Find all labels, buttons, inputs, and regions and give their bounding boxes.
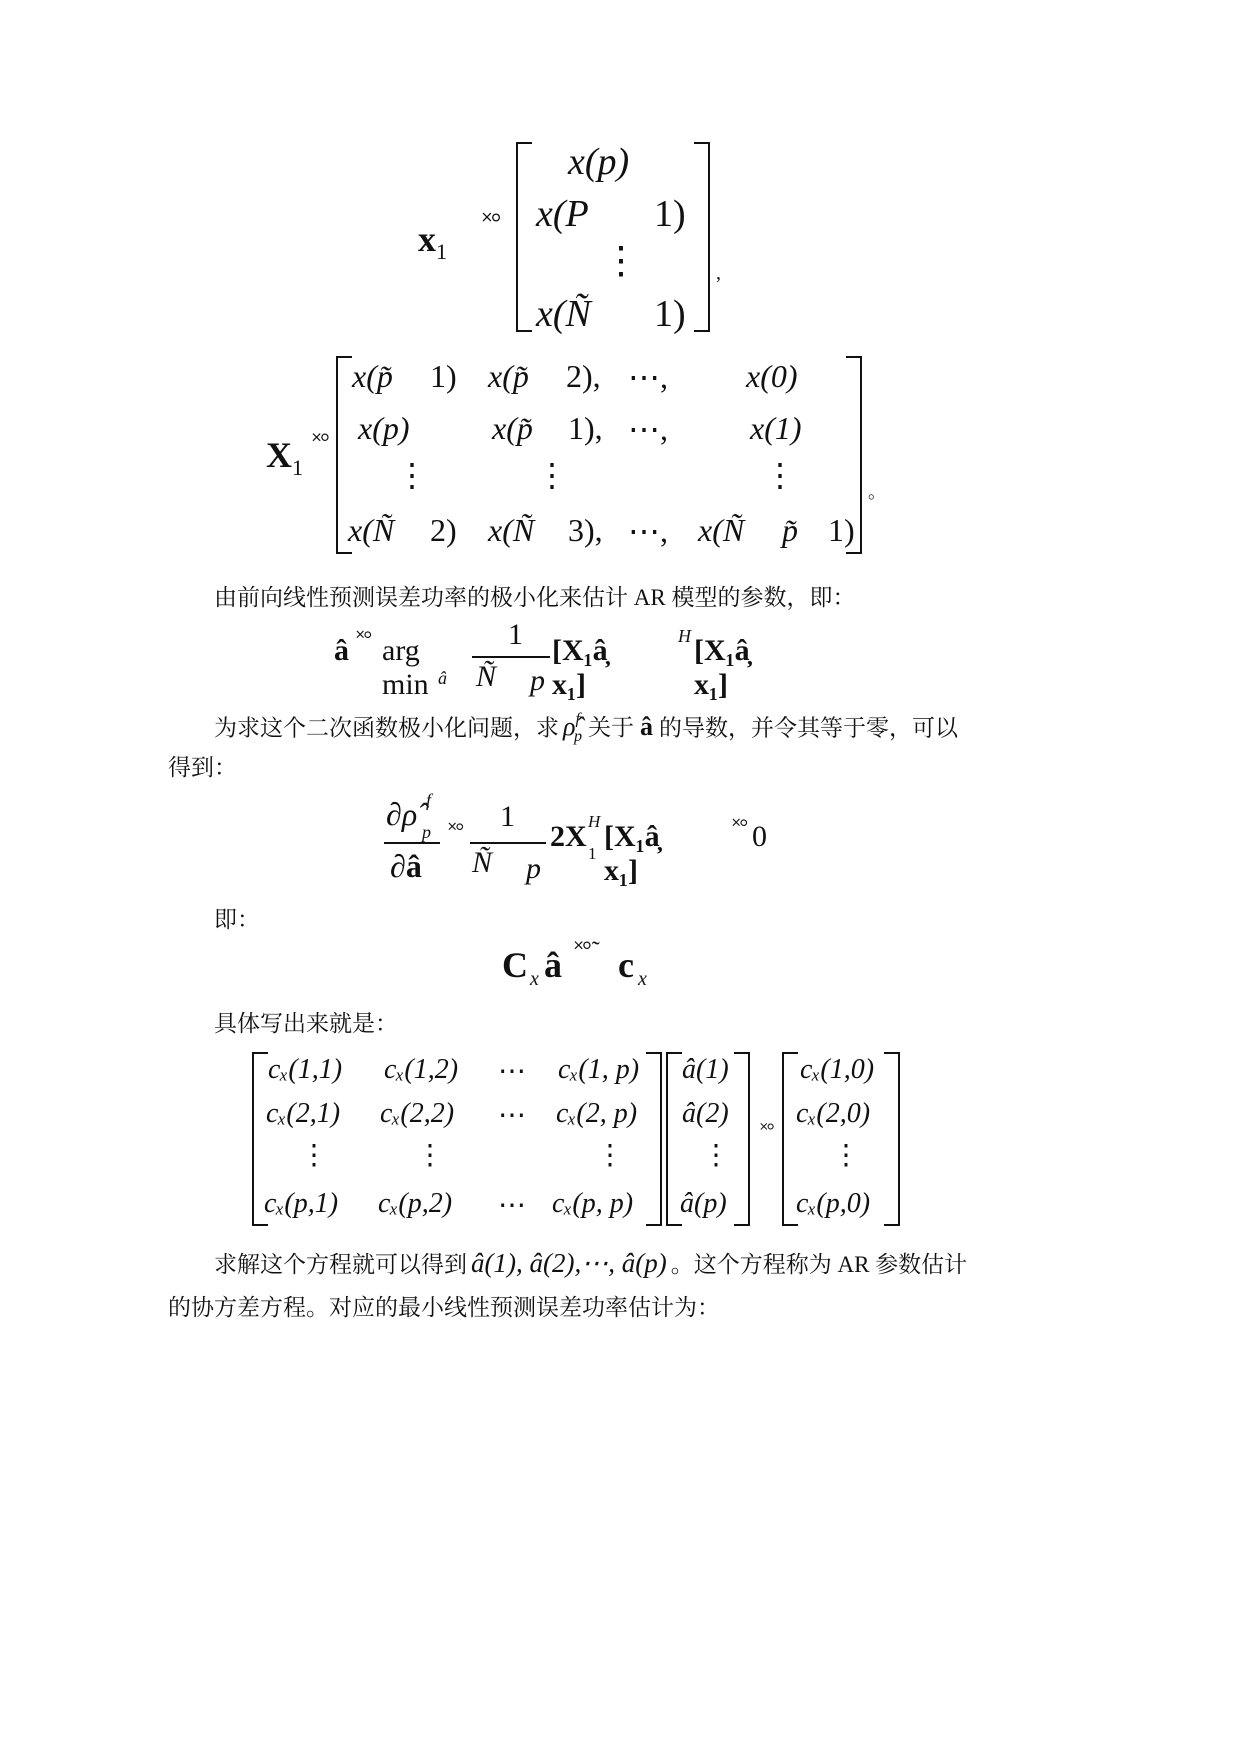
eq-big-a-r2: â(2)	[682, 1098, 729, 1129]
eq-x1-row1: x(p)	[568, 141, 630, 183]
eq-argmin-relation: ˟°	[356, 626, 372, 651]
eq-short-rhs: c	[618, 945, 634, 985]
eq-deriv-den-right-n: Ñ	[472, 846, 493, 879]
eq-argmin-lhs: â	[334, 634, 349, 667]
paragraph-5-expression: â(1), â(2),⋯, â(p)	[471, 1248, 667, 1278]
eq-deriv-body: 2X	[550, 820, 587, 853]
eq-X1-r3-c2: ⋮	[536, 457, 568, 493]
eq-argmin-operator: arg min	[382, 634, 429, 701]
eq-x1-row2-b: 1)	[654, 193, 686, 235]
eq-X1-r1-c4: x(0)	[746, 358, 798, 394]
eq-X1-r4-c1a: x(Ñ	[348, 512, 395, 548]
eq-x1-left-bracket	[516, 142, 532, 332]
eq-big-a-r1: â(1)	[682, 1054, 729, 1085]
eq-deriv-num-symbol: ∂ρ̂	[386, 796, 418, 832]
eq-big-C-r1c3: ⋯	[498, 1056, 526, 1087]
eq-big-relation: ˟°	[760, 1120, 774, 1142]
eq-X1-r4-c4a: x(Ñ	[698, 512, 745, 548]
eq-big-a-right-bracket	[734, 1052, 750, 1226]
paragraph-1: 由前向线性预测误差功率的极小化来估计 AR 模型的参数，即：	[214, 585, 856, 610]
eq-deriv-num-left	[386, 796, 417, 833]
eq-short-lhs-sub: x	[530, 968, 539, 990]
eq-X1-r3-c4: ⋮	[764, 457, 796, 493]
paragraph-2-line-1	[214, 712, 958, 745]
eq-short-relation: ˟°̃	[574, 938, 591, 964]
eq-big-C-r2c1: cₓ(2,1)	[266, 1098, 341, 1129]
eq-big-c-r4: cₓ(p,0)	[796, 1188, 871, 1219]
eq-big-C-r4c3: ⋯	[498, 1190, 526, 1221]
eq-big-C-r4c4: cₓ(p, p)	[552, 1188, 634, 1219]
eq-deriv-frac-bar-left	[384, 842, 440, 844]
eq-deriv-den-right-p: p	[526, 852, 541, 885]
eq-big-C-right-bracket	[646, 1052, 662, 1226]
eq-X1-r3-c1: ⋮	[396, 457, 428, 493]
eq-big-C-r4c2: cₓ(p,2)	[378, 1188, 453, 1219]
paragraph-5-line-1	[214, 1250, 967, 1277]
eq-deriv-relation: ˟°	[448, 818, 464, 843]
paragraph-2-line-2: 得到：	[168, 755, 237, 780]
paragraph-2-rho-sub: p	[573, 727, 583, 745]
eq-x1-lhs-sub: 1	[436, 238, 448, 264]
eq-X1-r1-c1b: 1)	[430, 358, 457, 394]
eq-argmin-body-2: [X₁â̦ x₁]	[694, 634, 750, 701]
paragraph-3: 即：	[214, 907, 260, 932]
eq-big-c-r1: cₓ(1,0)	[800, 1054, 875, 1085]
eq-X1-r1-c2b: 2),	[566, 358, 601, 394]
eq-argmin-operator-sub: â	[438, 668, 447, 688]
eq-short-a-hat: â	[544, 945, 562, 985]
eq-X1-r4-c2a: x(Ñ	[488, 512, 535, 548]
eq-x1-lhs	[418, 218, 447, 265]
eq-X1-lhs-symbol: X	[266, 435, 292, 475]
eq-deriv-den-left: ∂â	[390, 848, 422, 884]
eq-X1-lhs	[266, 434, 303, 481]
eq-X1-r4-c1b: 2)	[430, 512, 457, 548]
eq-x1-right-bracket	[694, 142, 710, 332]
eq-X1-r2-c4: x(1)	[750, 410, 802, 446]
eq-big-c-right-bracket	[884, 1052, 900, 1226]
eq-deriv-num-sub: p	[422, 822, 431, 842]
eq-short-lhs: C	[502, 945, 528, 985]
eq-deriv-body-sub: 1	[588, 844, 597, 863]
paragraph-5-text-b: 。这个方程称为 AR 参数估计	[670, 1252, 968, 1277]
eq-X1-r4-c2b: 3),	[568, 512, 603, 548]
eq-X1-r2-c2a: x(p̃	[492, 410, 533, 446]
eq-argmin-frac-bar	[472, 656, 550, 658]
eq-big-C-r3c1: ⋮	[300, 1140, 328, 1171]
eq-big-a-r3: ⋮	[702, 1140, 730, 1171]
eq-big-C-r4c1: cₓ(p,1)	[264, 1188, 339, 1219]
eq-argmin-body-1: [X₁â̦ x₁]	[552, 634, 608, 701]
eq-deriv-zero: 0	[752, 820, 767, 853]
eq-deriv-body-rest: [X₁â̦ x₁]	[604, 820, 660, 887]
eq-X1-r2-c3: ⋯,	[628, 411, 668, 447]
paragraph-2-rho-symbol: ρ̂	[563, 712, 576, 742]
eq-big-C-r3c2: ⋮	[416, 1140, 444, 1171]
eq-X1-r2-c2b: 1),	[568, 410, 603, 446]
paragraph-2-a-hat: â	[640, 712, 654, 742]
eq-big-C-r2c3: ⋯	[498, 1100, 526, 1131]
eq-X1-r1-c3: ⋯,	[628, 359, 668, 395]
paragraph-2-text-a: 为求这个二次函数极小化问题，求	[214, 715, 559, 741]
eq-X1-r2-c1: x(p)	[358, 410, 410, 446]
eq-big-c-r3: ⋮	[832, 1140, 860, 1171]
eq-deriv-num-sup: f	[426, 790, 432, 810]
eq-X1-lhs-sub: 1	[292, 454, 304, 480]
eq-x1-lhs-symbol: x	[418, 219, 436, 259]
eq-argmin-frac-den-n: Ñ	[476, 660, 497, 693]
eq-X1-trail: 。	[868, 482, 886, 502]
eq-big-C-r2c4: cₓ(2, p)	[556, 1098, 638, 1129]
paragraph-5-line-2: 的协方差方程。对应的最小线性预测误差功率估计为：	[168, 1295, 720, 1320]
eq-X1-r1-c1a: x(p̃	[352, 358, 393, 394]
paragraph-2-rho-sup: f	[575, 711, 580, 728]
eq-X1-r1-c2a: x(p̃	[488, 358, 529, 394]
paragraph-5-text-a: 求解这个方程就可以得到	[214, 1252, 467, 1277]
eq-x1-row2-a: x(P	[536, 193, 589, 235]
eq-X1-r4-c4b: p̃	[782, 512, 798, 548]
eq-big-C-r1c2: cₓ(1,2)	[384, 1054, 459, 1085]
paragraph-2-text-b: 关于	[588, 715, 635, 741]
eq-x1-row3: ⋮	[602, 240, 640, 282]
eq-deriv-body-sup: H	[588, 812, 601, 831]
eq-x1-row4-b: 1)	[654, 293, 686, 335]
eq-deriv-relation-2: ˟°	[732, 814, 748, 839]
eq-big-C-r2c2: cₓ(2,2)	[380, 1098, 455, 1129]
eq-big-c-r2: cₓ(2,0)	[796, 1098, 871, 1129]
paragraph-2-rho	[563, 711, 583, 745]
eq-short-rhs-sub: x	[638, 968, 647, 990]
eq-X1-r4-c3: ⋯,	[628, 513, 668, 549]
eq-argmin-frac-den-p: p	[530, 664, 545, 697]
eq-deriv-frac-bar-right	[470, 842, 546, 844]
paragraph-2-text-c: 的导数，并令其等于零，可以	[659, 715, 959, 741]
eq-argmin-frac-num: 1	[508, 618, 523, 651]
eq-x1-trail: ,	[716, 262, 721, 284]
paragraph-4: 具体写出来就是：	[214, 1011, 398, 1036]
eq-big-C-r1c1: cₓ(1,1)	[268, 1054, 343, 1085]
eq-argmin-sup: H	[678, 626, 691, 646]
eq-x1-row4-a: x(Ñ	[536, 293, 591, 335]
eq-X1-r4-c4c: 1)	[828, 512, 855, 548]
eq-big-C-r3c4: ⋮	[596, 1140, 624, 1171]
eq-big-a-r4: â(p)	[680, 1188, 727, 1219]
eq-x1-relation: ˟°	[482, 208, 501, 237]
eq-big-C-r1c4: cₓ(1, p)	[558, 1054, 640, 1085]
eq-X1-relation: ˟°	[312, 430, 329, 456]
eq-deriv-num-right: 1	[500, 800, 515, 833]
